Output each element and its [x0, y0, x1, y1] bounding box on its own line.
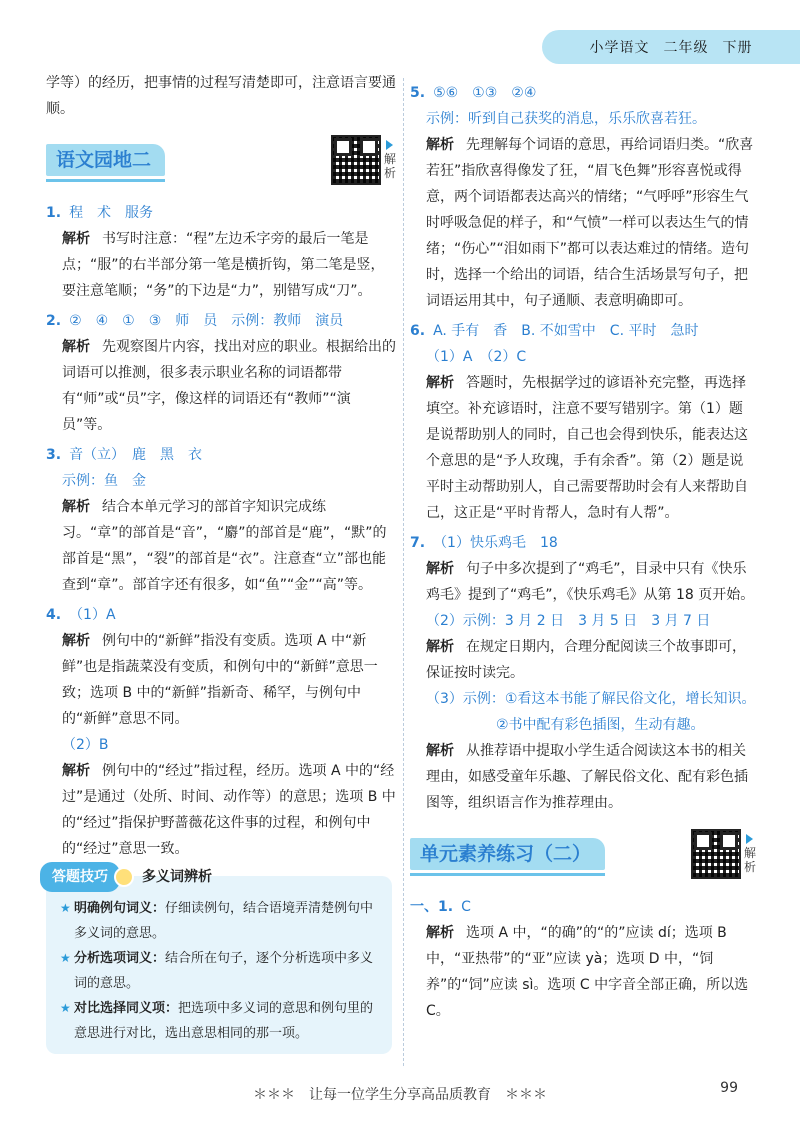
qr-label: 析 [743, 860, 756, 874]
grade-tag [542, 30, 800, 64]
analysis-label: 解析 [62, 231, 90, 247]
analysis-text: 句子中多次提到了“鸡毛”，目录中只有《快乐鸡毛》提到了“鸡毛”，《快乐鸡毛》从第 18 页开始。 [426, 561, 755, 603]
question-5 [410, 80, 756, 314]
answer: ② ④ ① ③ 师 员 示例：教师 演员 [69, 313, 344, 329]
play-icon [386, 140, 393, 150]
lightbulb-icon [114, 867, 134, 887]
question-4 [46, 602, 396, 862]
star-icon: ★ [60, 901, 71, 915]
answer: 程 术 服务 [69, 205, 154, 221]
answer: （2）B [62, 737, 109, 753]
analysis-label: 解析 [62, 763, 90, 779]
tip-item: ★ 明确例句词义：仔细读例句，结合语境弄清楚例句中多义词的意思。 [60, 896, 380, 946]
qr-code-block[interactable] [691, 829, 756, 879]
question-number: 4. [46, 607, 62, 623]
analysis-text: 结合本单元学习的部首字知识完成练习。“章”的部首是“音”，“麝”的部首是“鹿”，“默”的部首是“黑”，“裂”的部首是“衣”。注意查“立”部也能查到“章”。部首字还有很多，如“鱼”“金”“高”等。 [62, 499, 387, 593]
analysis-label: 解析 [426, 639, 454, 655]
grade-label: 二年级 [663, 40, 709, 56]
volume-label: 下册 [722, 40, 753, 56]
intro-text: 学等）的经历，把事情的过程写清楚即可，注意语言要通顺。 [46, 75, 396, 117]
question-8 [410, 894, 756, 1024]
analysis-text: 书写时注意：“程”左边禾字旁的最后一笔是点；“服”的右半部分第一笔是横折钩，第二笔是竖，要注意笔顺；“务”的下边是“力”，别错写成“刀”。 [62, 231, 385, 299]
question-number: 2. [46, 313, 62, 329]
analysis-text: 答题时，先根据学过的谚语补充完整，再选择填空。补充谚语时，注意不要写错别字。第（1）题是说帮助别人的同时，自己也会得到快乐，能表达这个意思的是“予人玫瑰，手有余香”。第（2）题是说平时主动帮助别人，自己需要帮助时会有人来帮助自己，这正是“平时肯帮人，急时有人帮”。 [426, 375, 748, 521]
question-number: 5. [410, 85, 426, 101]
analysis-text: 从推荐语中提取小学生适合阅读这本书的相关理由，如感受童年乐趣、了解民俗文化、配有彩色插图等，组织语言作为推荐理由。 [426, 743, 748, 811]
answer: A. 手有 香 B. 不如雪中 C. 平时 急时 [433, 323, 699, 339]
analysis-text: 在规定日期内，合理分配阅读三个故事即可，保证按时读完。 [426, 639, 746, 681]
analysis-label: 解析 [426, 561, 454, 577]
subject-label: 小学语文 [589, 40, 650, 56]
left-column [46, 70, 396, 1054]
answer-example: 示例：鱼 金 [62, 473, 146, 489]
analysis-text: 选项 A 中，“的确”的“的”应读 dí；选项 B 中，“亚热带”的“亚”应读 yà；选项 D 中，“饲养”的“饲”应读 sì。选项 C 中字音全部正确，所以选 C。 [426, 925, 749, 1019]
question-number: 3. [46, 447, 62, 463]
qr-label: 解 [383, 152, 396, 166]
answer: （2）示例：3 月 2 日 3 月 5 日 3 月 7 日 [426, 613, 711, 629]
answer: （1）A （2）C [426, 349, 527, 365]
analysis-label: 解析 [426, 137, 454, 153]
analysis-label: 解析 [62, 339, 90, 355]
answer: 音（立） 鹿 黑 衣 [69, 447, 203, 463]
question-number: 一、1. [410, 899, 454, 915]
question-3 [46, 442, 396, 598]
question-7 [410, 530, 756, 816]
section-title: 单元素养练习（二） [410, 838, 605, 870]
analysis-text: 例句中的“新鲜”指没有变质。选项 A 中“新鲜”也是指蔬菜没有变质，和例句中的“新鲜”意思一致；选项 B 中的“新鲜”指新奇、稀罕，与例句中的“新鲜”意思不同。 [62, 633, 378, 727]
analysis-label: 解析 [62, 633, 90, 649]
analysis-text: 先观察图片内容，找出对应的职业。根据给出的词语可以推测，很多表示职业名称的词语都带有“师”或“员”字，像这样的词语还有“教师”“演员”等。 [62, 339, 396, 433]
answer: C [461, 899, 471, 915]
qr-label: 解 [743, 846, 756, 860]
question-6 [410, 318, 756, 526]
star-icon: ★ [60, 1001, 71, 1015]
qr-label: 析 [383, 166, 396, 180]
footer-slogan: ＊＊＊ 让每一位学生分享高品质教育 ＊＊＊ [253, 1087, 547, 1103]
qr-code-block[interactable] [331, 135, 396, 185]
right-column [410, 70, 756, 1024]
question-number: 6. [410, 323, 426, 339]
analysis-label: 解析 [426, 743, 454, 759]
tip-badge: 答题技巧 [40, 862, 120, 892]
question-number: 7. [410, 535, 426, 551]
section-header-1 [46, 130, 396, 190]
answer: （3）示例：①看这本书能了解民俗文化，增长知识。 [426, 691, 756, 707]
answer: ②书中配有彩色插图，生动有趣。 [496, 717, 705, 733]
analysis-label: 解析 [426, 925, 454, 941]
analysis-label: 解析 [62, 499, 90, 515]
tip-box [46, 869, 392, 1054]
answer: （1）快乐鸡毛 18 [433, 535, 558, 551]
section-header-2 [410, 824, 756, 884]
play-icon [746, 834, 753, 844]
qr-code-icon[interactable] [691, 829, 741, 879]
answer: ⑤⑥ ①③ ②④ [433, 85, 537, 101]
analysis-text: 先理解每个词语的意思，再给词语归类。“欣喜若狂”指欣喜得像发了狂，“眉飞色舞”形容喜悦或得意，两个词语都表达高兴的情绪；“气呼呼”形容生气时呼吸急促的样子，和“气愤”一样可以表达生气的情绪；“伤心”“泪如雨下”都可以表达难过的情绪。造句时，选择一个给出的词语，结合生活场景写句子，把词语运用其中，句子通顺、表意明确即可。 [426, 137, 754, 309]
tip-item: ★ 对比选择同义项：把选项中多义词的意思和例句里的意思进行对比，选出意思相同的那一项。 [60, 996, 380, 1046]
analysis-text: 例句中的“经过”指过程，经历。选项 A 中的“经过”是通过（处所、时间、动作等）的意思；选项 B 中的“经过”指保护野蔷薇花这件事的过程，和例句中的“经过”意思一致。 [62, 763, 396, 857]
answer-example: 示例：听到自己获奖的消息，乐乐欣喜若狂。 [426, 111, 706, 127]
tip-item: ★ 分析选项词义：结合所在句子，逐个分析选项中多义词的意思。 [60, 946, 380, 996]
section-title: 语文园地二 [46, 144, 165, 176]
tip-title: 多义词辨析 [142, 869, 212, 885]
star-icon: ★ [60, 951, 71, 965]
question-number: 1. [46, 205, 62, 221]
qr-code-icon[interactable] [331, 135, 381, 185]
column-divider [403, 78, 404, 1066]
question-2 [46, 308, 396, 438]
page-number: 99 [720, 1080, 738, 1096]
analysis-label: 解析 [426, 375, 454, 391]
question-1 [46, 200, 396, 304]
answer: （1）A [69, 607, 116, 623]
